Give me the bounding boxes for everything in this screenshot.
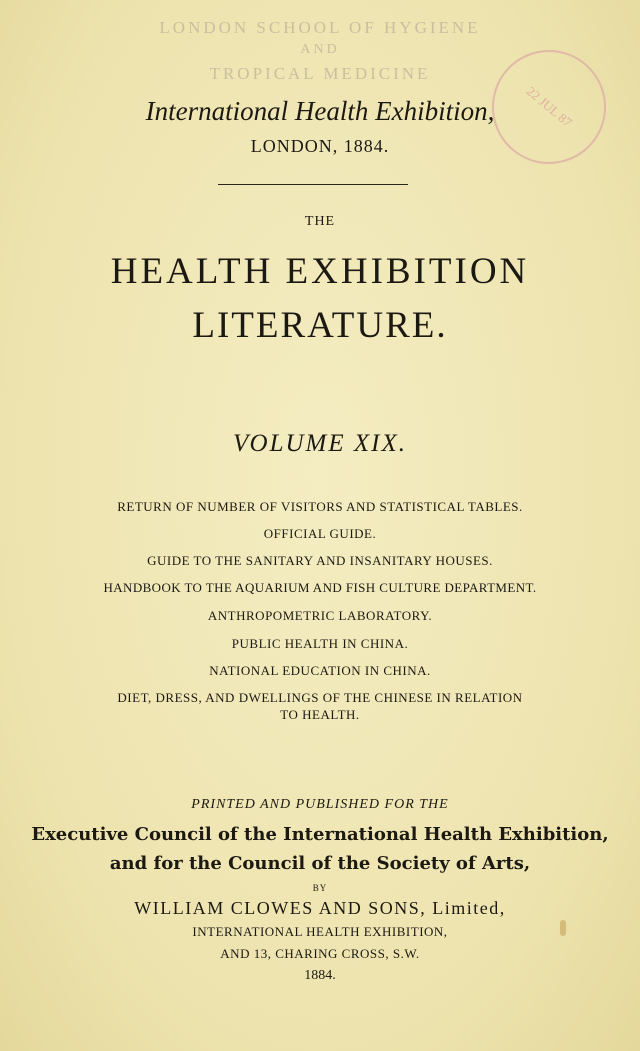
imprint-council-line1: Executive Council of the International Health Exhibition,: [31, 824, 609, 845]
contents-item: PUBLIC HEALTH IN CHINA.: [231, 636, 409, 651]
paper-stain: [560, 920, 566, 936]
library-stamp-line2: AND: [300, 42, 340, 57]
library-stamp-line3: TROPICAL MEDICINE: [209, 64, 431, 83]
library-stamp-line1: LONDON SCHOOL OF HYGIENE: [159, 18, 481, 37]
imprint-address1: INTERNATIONAL HEALTH EXHIBITION,: [192, 924, 448, 939]
imprint-by: BY: [312, 883, 328, 893]
contents-item: RETURN OF NUMBER OF VISITORS AND STATISTICAL TABLES.: [117, 499, 523, 514]
contents-item: HANDBOOK TO THE AQUARIUM AND FISH CULTURE DEPARTMENT.: [103, 580, 537, 595]
imprint-year: 1884.: [304, 968, 336, 983]
title-the: THE: [304, 214, 336, 229]
imprint-council-line2: and for the Council of the Society of Arts,: [109, 853, 531, 874]
volume-number: VOLUME XIX.: [232, 430, 407, 457]
title-line1: HEALTH EXHIBITION: [110, 251, 530, 292]
contents-item: OFFICIAL GUIDE.: [263, 526, 377, 541]
contents-item: NATIONAL EDUCATION IN CHINA.: [209, 663, 431, 678]
date-stamp: 22 JUL 87: [469, 27, 630, 188]
exhibition-heading: International Health Exhibition,: [145, 96, 495, 126]
title-line2: LITERATURE.: [192, 305, 448, 346]
contents-item: DIET, DRESS, AND DWELLINGS OF THE CHINESE IN RELATION: [117, 690, 523, 705]
imprint-address2: AND 13, CHARING CROSS, S.W.: [220, 946, 420, 961]
contents-item: ANTHROPOMETRIC LABORATORY.: [207, 608, 433, 623]
divider-rule: [218, 184, 408, 185]
contents-item: GUIDE TO THE SANITARY AND INSANITARY HOUSES.: [147, 553, 493, 568]
imprint-printer: WILLIAM CLOWES AND SONS, Limited,: [134, 898, 506, 918]
exhibition-place: LONDON, 1884.: [250, 136, 390, 156]
imprint-printed: PRINTED AND PUBLISHED FOR THE: [191, 797, 449, 812]
contents-item: TO HEALTH.: [280, 707, 360, 722]
